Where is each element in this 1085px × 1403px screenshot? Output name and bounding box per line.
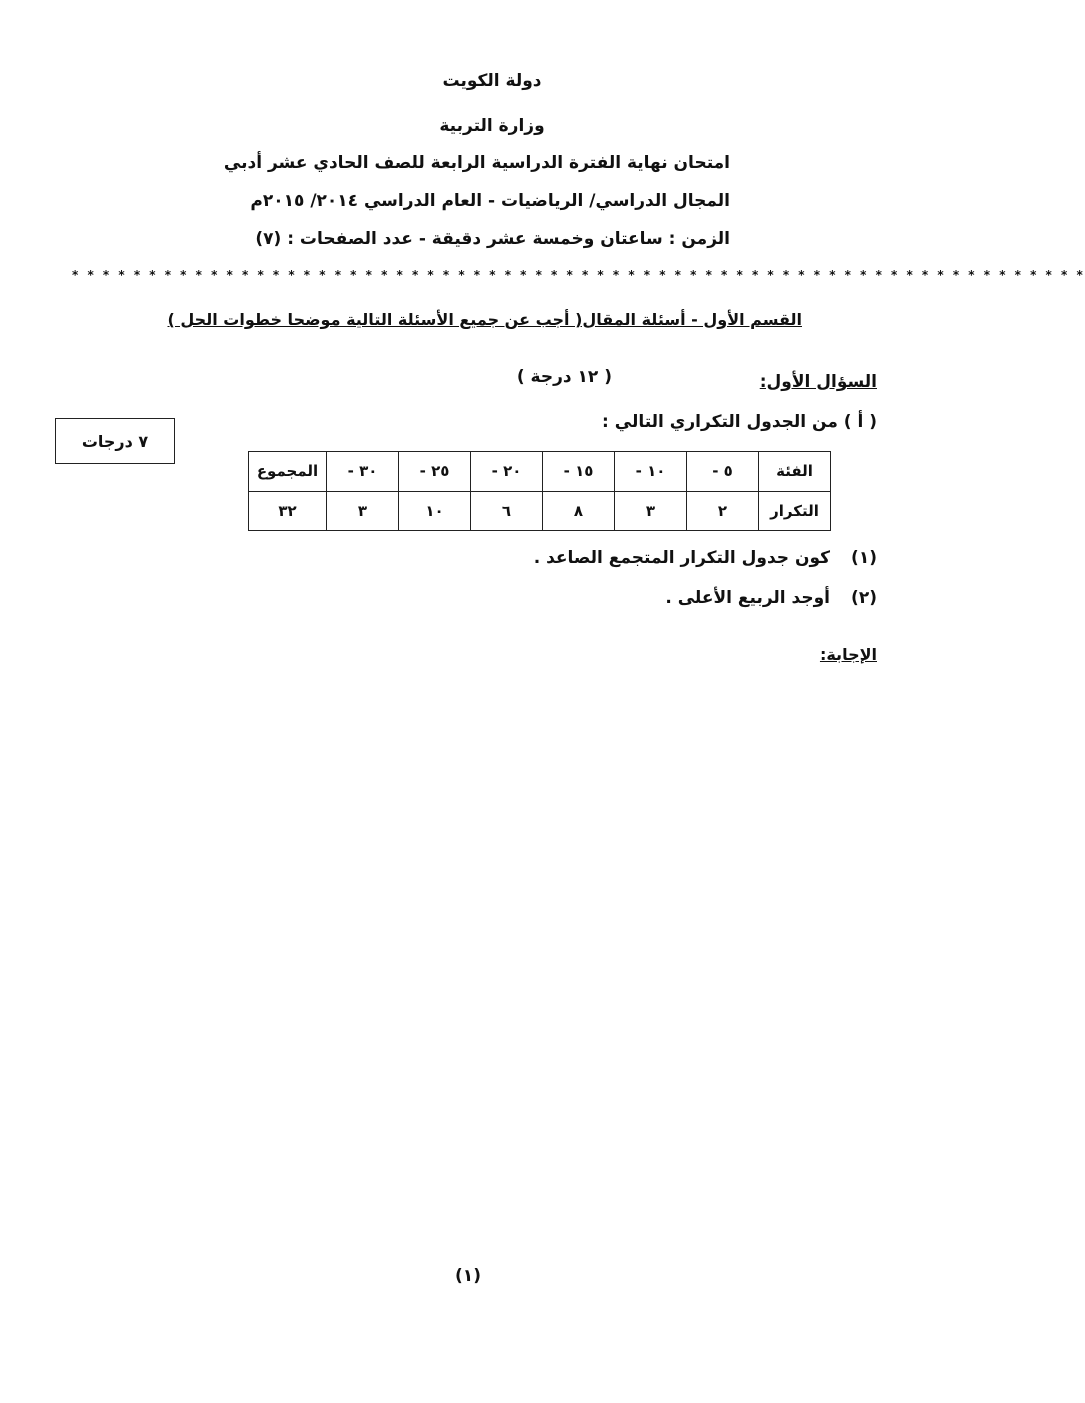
- class-cell: ٢٥ -: [399, 452, 471, 492]
- class-cell: ١٠ -: [615, 452, 687, 492]
- star-separator: * * * * * * * * * * * * * * * * * * * * * * * * * * * * * * * * * * * * * * * * * * * * * * * * * * * * * * * * * * * * * * * * * *: [72, 268, 1085, 282]
- country-name: دولة الكويت: [442, 71, 542, 91]
- page-number: (١): [455, 1266, 481, 1286]
- total-header-cell: المجموع: [249, 452, 327, 492]
- frequency-cell: ٦: [471, 491, 543, 531]
- marks-label: ٧ درجات: [81, 431, 149, 451]
- marks-box: [55, 418, 175, 464]
- task-1-text: كون جدول التكرار المتجمع الصاعد .: [533, 548, 830, 568]
- frequency-cell: ٨: [543, 491, 615, 531]
- class-cell: ٣٠ -: [327, 452, 399, 492]
- question-label: السؤال الأول:: [759, 372, 877, 392]
- part-a-prompt: ( أ ) من الجدول التكراري التالي :: [602, 412, 877, 432]
- row-header-class: الفئة: [759, 452, 831, 492]
- table-row-frequencies: [249, 491, 831, 531]
- section-title: القسم الأول - أسئلة المقال( أجب عن جميع الأسئلة التالية موضحا خطوات الحل ): [167, 310, 802, 329]
- frequency-cell: ٣: [327, 491, 399, 531]
- frequency-cell: ١٠: [399, 491, 471, 531]
- table-row-classes: [249, 452, 831, 492]
- class-cell: ٥ -: [687, 452, 759, 492]
- exam-title: امتحان نهاية الفترة الدراسية الرابعة للصف الحادي عشر أدبي: [223, 153, 730, 173]
- task-2-number: (٢): [851, 588, 877, 608]
- frequency-table: [248, 451, 831, 531]
- subject-year: المجال الدراسي/ الرياضيات - العام الدراسي ٢٠١٤/ ٢٠١٥م: [250, 191, 730, 211]
- question-points: ( ١٢ درجة ): [516, 367, 612, 387]
- total-frequency-cell: ٣٢: [249, 491, 327, 531]
- frequency-cell: ٢: [687, 491, 759, 531]
- answer-label: الإجابة:: [819, 645, 877, 664]
- task-1-number: (١): [851, 548, 877, 568]
- class-cell: ١٥ -: [543, 452, 615, 492]
- time-and-pages: الزمن : ساعتان وخمسة عشر دقيقة - عدد الصفحات : (٧): [255, 229, 730, 249]
- task-2-text: أوجد الربيع الأعلى .: [665, 588, 830, 608]
- row-header-frequency: التكرار: [759, 491, 831, 531]
- frequency-cell: ٣: [615, 491, 687, 531]
- ministry-name: وزارة التربية: [439, 116, 545, 136]
- class-cell: ٢٠ -: [471, 452, 543, 492]
